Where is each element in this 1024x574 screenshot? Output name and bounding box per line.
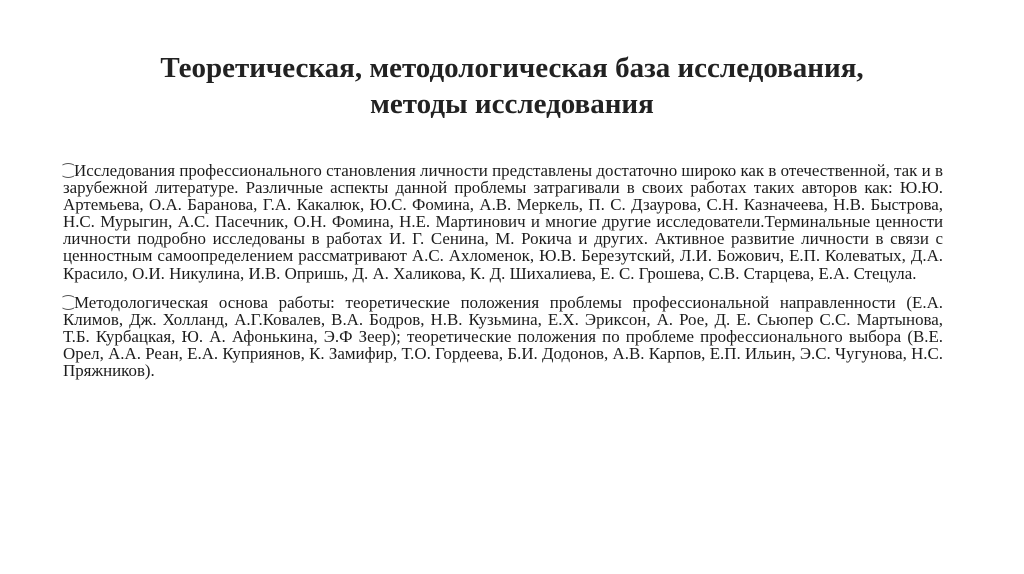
bullet-icon: ⁐ [63,294,74,310]
slide-body [63,162,943,391]
slide-title [60,50,964,122]
slide-title-line-2: методы исследования [370,88,654,120]
slide-title-line-1: Теоретическая, методологическая база исследования, [160,52,864,84]
paragraph-methodology [63,294,943,379]
paragraph-text: Методологическая основа работы: теоретические положения проблемы профессиональной направленности (Е.А. Климов, Дж. Холланд, А.Г.Ковалев, В.А. Бодров, Н.В. Кузьмина, Е.Х. Эриксон, А. Рое, Д. Е. Сьюпер С.С. Мартынова, Т.Б. Курбацкая, Ю. А. Афонькина, Э.Ф Зеер); теоретические положения по проблеме профессионального выбора (В.Е. Орел, А.А. Реан, Е.А. Куприянов, К. Замифир, Т.О. Гордеева, Б.И. Додонов, А.В. Карпов, Е.П. Ильин, Э.С. Чугунова, Н.С. Пряжников). [63,292,943,381]
bullet-icon: ⁐ [63,163,74,178]
paragraph-research-overview [63,162,943,282]
paragraph-text: Исследования профессионального становления личности представлены достаточно широко как в отечественной, так и в зарубежной литературе. Различные аспекты данной проблемы затрагивали в своих работах таких авторов как: Ю.Ю. Артемьева, О.А. Баранова, Г.А. Какалюк, Ю.С. Фомина, А.В. Меркель, П. С. Дзаурова, С.Н. Казначеева, Н.В. Быстрова, Н.С. Мурыгин, А.С. Пасечник, О.Н. Фомина, Н.Е. Мартинович и многие другие исследователи.Терминальные ценности личности подробно исследованы в работах И. Г. Сенина, М. Рокича и других. Активное развитие личности в связи с ценностным самоопределением рассматривают А.С. Ахломенок, Ю.В. Березутский, Л.И. Божович, Е.П. Колеватых, Д.А. Красило, О.И. Никулина, И.В. Опришь, Д. А. Халикова, К. Д. Шихалиева, Е. С. Грошева, С.В. Старцева, Е.А. Стецула. [63,161,943,283]
